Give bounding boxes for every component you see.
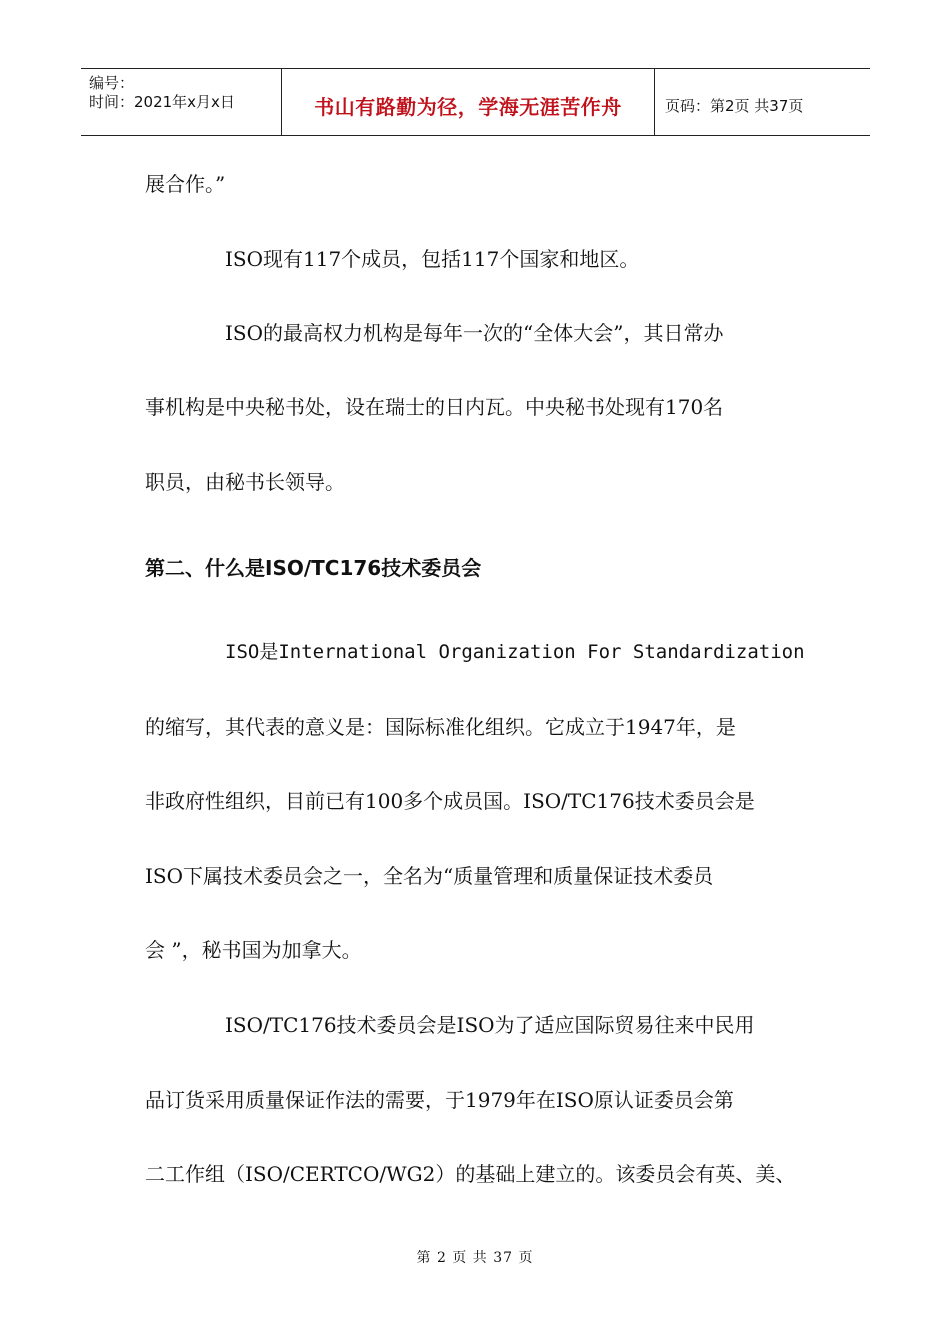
doc-number-label: 编号： [89,74,135,92]
body-line: ISO是International Organization For Standardization [225,641,805,663]
date-line: 时间：2021年x月x日 [89,93,235,111]
header-page-cell [655,69,870,135]
body-line: 会 ”，秘书国为加拿大。 [145,938,362,962]
body-line: ISO现有117个成员，包括117个国家和地区。 [225,247,640,271]
body-line: ISO下属技术委员会之一，全名为“质量管理和质量保证技术委员 [145,864,714,888]
body-line: 展合作。” [145,172,226,196]
motto: 书山有路勤为径，学海无涯苦作舟 [314,94,622,119]
header-motto-cell [281,69,655,135]
page-footer: 第 2 页 共 37 页 [416,1250,534,1266]
body-line: ISO/TC176技术委员会是ISO为了适应国际贸易往来中民用 [225,1013,755,1037]
body-line: 职员，由秘书长领导。 [145,470,345,494]
body-line: 事机构是中央秘书处，设在瑞士的日内瓦。中央秘书处现有170名 [145,395,724,419]
body-line: 的缩写，其代表的意义是：国际标准化组织。它成立于1947年，是 [145,715,736,739]
body-line: 非政府性组织，目前已有100多个成员国。ISO/TC176技术委员会是 [145,789,755,813]
body-line: ISO的最高权力机构是每年一次的“全体大会”，其日常办 [225,321,724,345]
body-line: 品订货采用质量保证作法的需要，于1979年在ISO原认证委员会第 [145,1088,734,1112]
body-line: 二工作组（ISO/CERTCO/WG2）的基础上建立的。该委员会有英、美、 [145,1162,796,1186]
document-header [81,68,870,136]
header-meta-cell [81,69,281,135]
page-info: 页码：第2页 共37页 [665,96,804,115]
section-heading: 第二、什么是ISO/TC176技术委员会 [145,556,482,580]
